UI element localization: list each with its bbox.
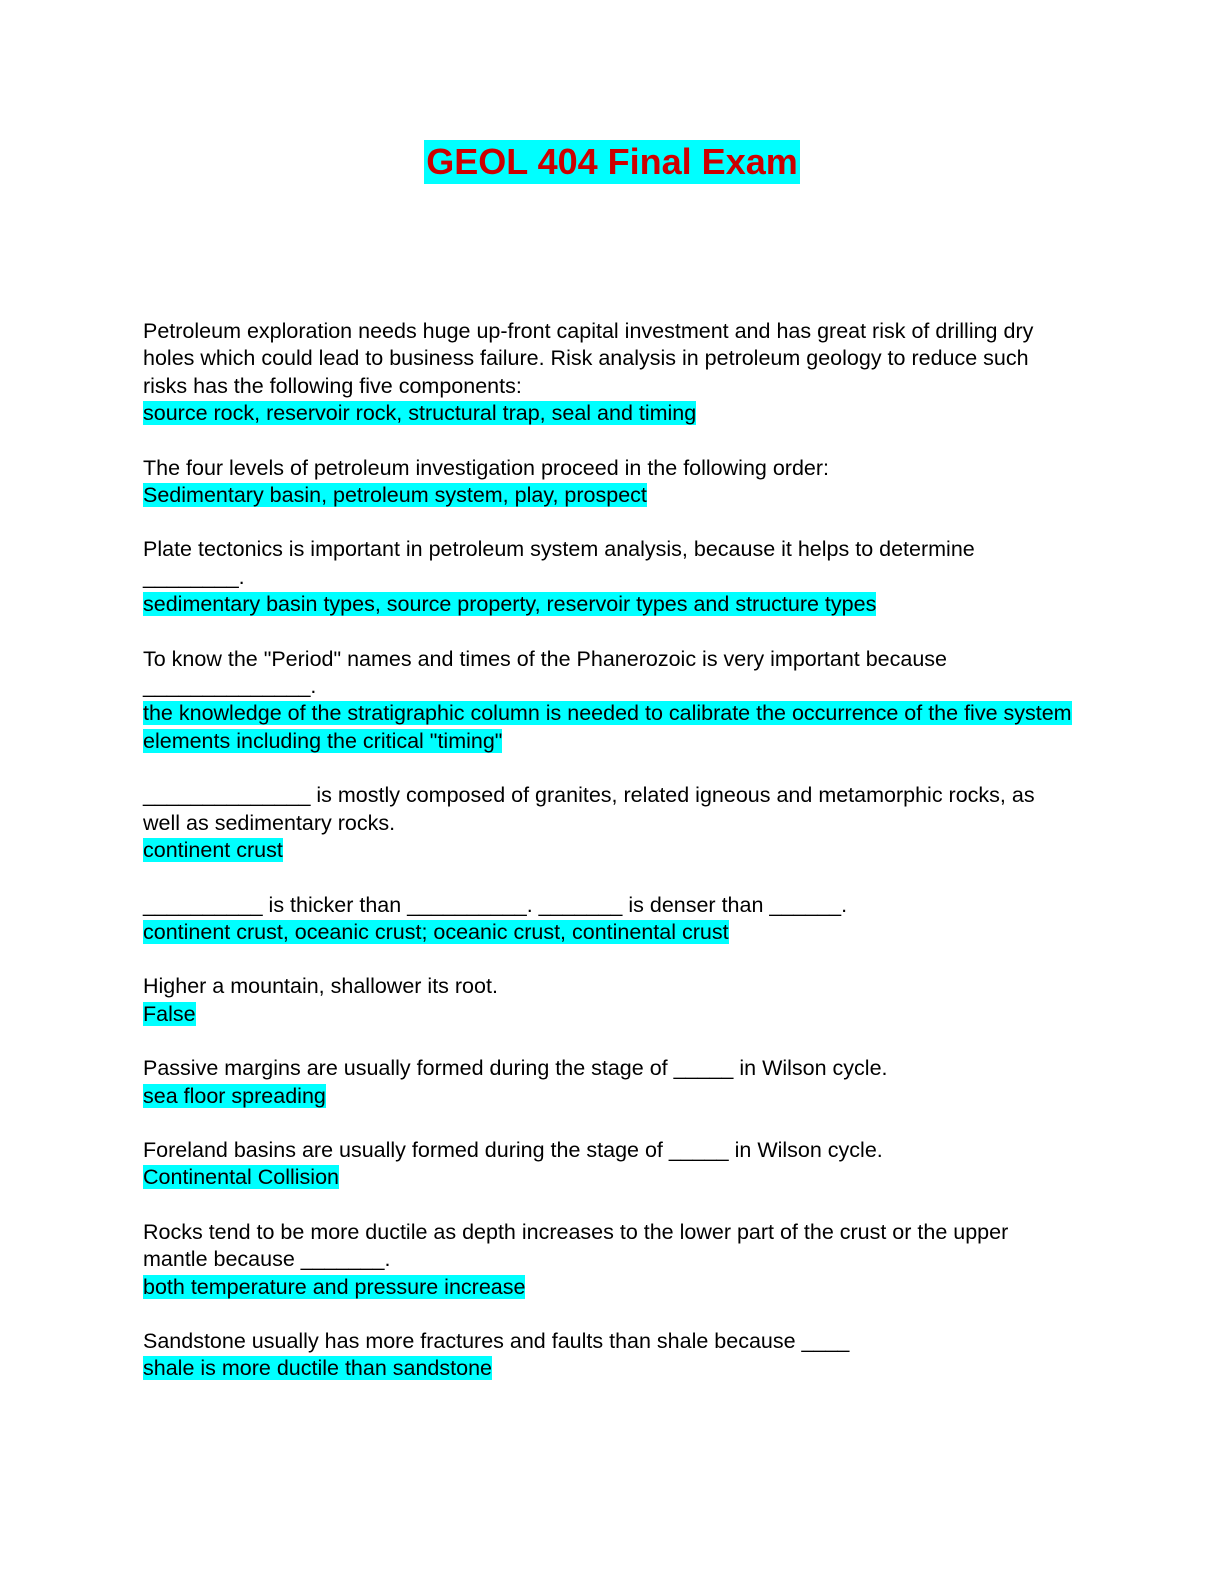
question-block-11 — [143, 1328, 1073, 1383]
question-block-5 — [143, 782, 1073, 864]
answer-highlight: source rock, reservoir rock, structural trap, seal and timing — [143, 401, 697, 426]
page-title: GEOL 404 Final Exam — [426, 141, 798, 182]
question-text: Petroleum exploration needs huge up-front capital investment and has great risk of drilling dry holes which could lead to business failure. Risk analysis in petroleum geology to reduce such risks has the following five components: — [143, 319, 1040, 398]
question-block-8 — [143, 1055, 1073, 1110]
question-text: Rocks tend to be more ductile as depth increases to the lower part of the crust or the upper mantle because _______. — [143, 1219, 1015, 1272]
page-title-container — [0, 140, 1224, 184]
answer-highlight: Sedimentary basin, petroleum system, play, prospect — [143, 483, 647, 508]
question-block-3 — [143, 536, 1073, 618]
question-block-6 — [143, 892, 1073, 947]
answer-highlight: sea floor spreading — [143, 1083, 326, 1108]
question-text: Sandstone usually has more fractures and faults than shale because ____ — [143, 1328, 850, 1353]
answer-highlight: both temperature and pressure increase — [143, 1274, 526, 1299]
question-block-4 — [143, 646, 1073, 756]
answer-highlight: the knowledge of the stratigraphic column is needed to calibrate the occurrence of the five system elements including the critical "timing" — [143, 701, 1072, 753]
question-block-10 — [143, 1219, 1073, 1301]
question-text: To know the "Period" names and times of the Phanerozoic is very important because ______________. — [143, 646, 953, 699]
question-block-9 — [143, 1137, 1073, 1192]
answer-highlight: continent crust, oceanic crust; oceanic crust, continental crust — [143, 919, 729, 944]
question-text: __________ is thicker than __________. _______ is denser than ______. — [143, 892, 848, 917]
question-text: Passive margins are usually formed during the stage of _____ in Wilson cycle. — [143, 1056, 888, 1081]
question-text: The four levels of petroleum investigation proceed in the following order: — [143, 455, 829, 480]
question-text: Plate tectonics is important in petroleum system analysis, because it helps to determine ________. — [143, 537, 981, 589]
answer-highlight: shale is more ductile than sandstone — [143, 1356, 492, 1381]
question-block-2 — [143, 455, 1073, 510]
question-block-7 — [143, 973, 1073, 1028]
question-text: Higher a mountain, shallower its root. — [143, 974, 498, 999]
question-block-1 — [143, 318, 1073, 428]
question-text: Foreland basins are usually formed during the stage of _____ in Wilson cycle. — [143, 1137, 883, 1162]
answer-highlight: False — [143, 1001, 196, 1026]
answer-highlight: sedimentary basin types, source property, reservoir types and structure types — [143, 592, 877, 617]
exam-content — [143, 318, 1073, 1410]
question-text: ______________ is mostly composed of granites, related igneous and metamorphic rocks, as well as sedimentary rocks. — [143, 783, 1041, 835]
answer-highlight: Continental Collision — [143, 1165, 339, 1190]
answer-highlight: continent crust — [143, 838, 283, 863]
